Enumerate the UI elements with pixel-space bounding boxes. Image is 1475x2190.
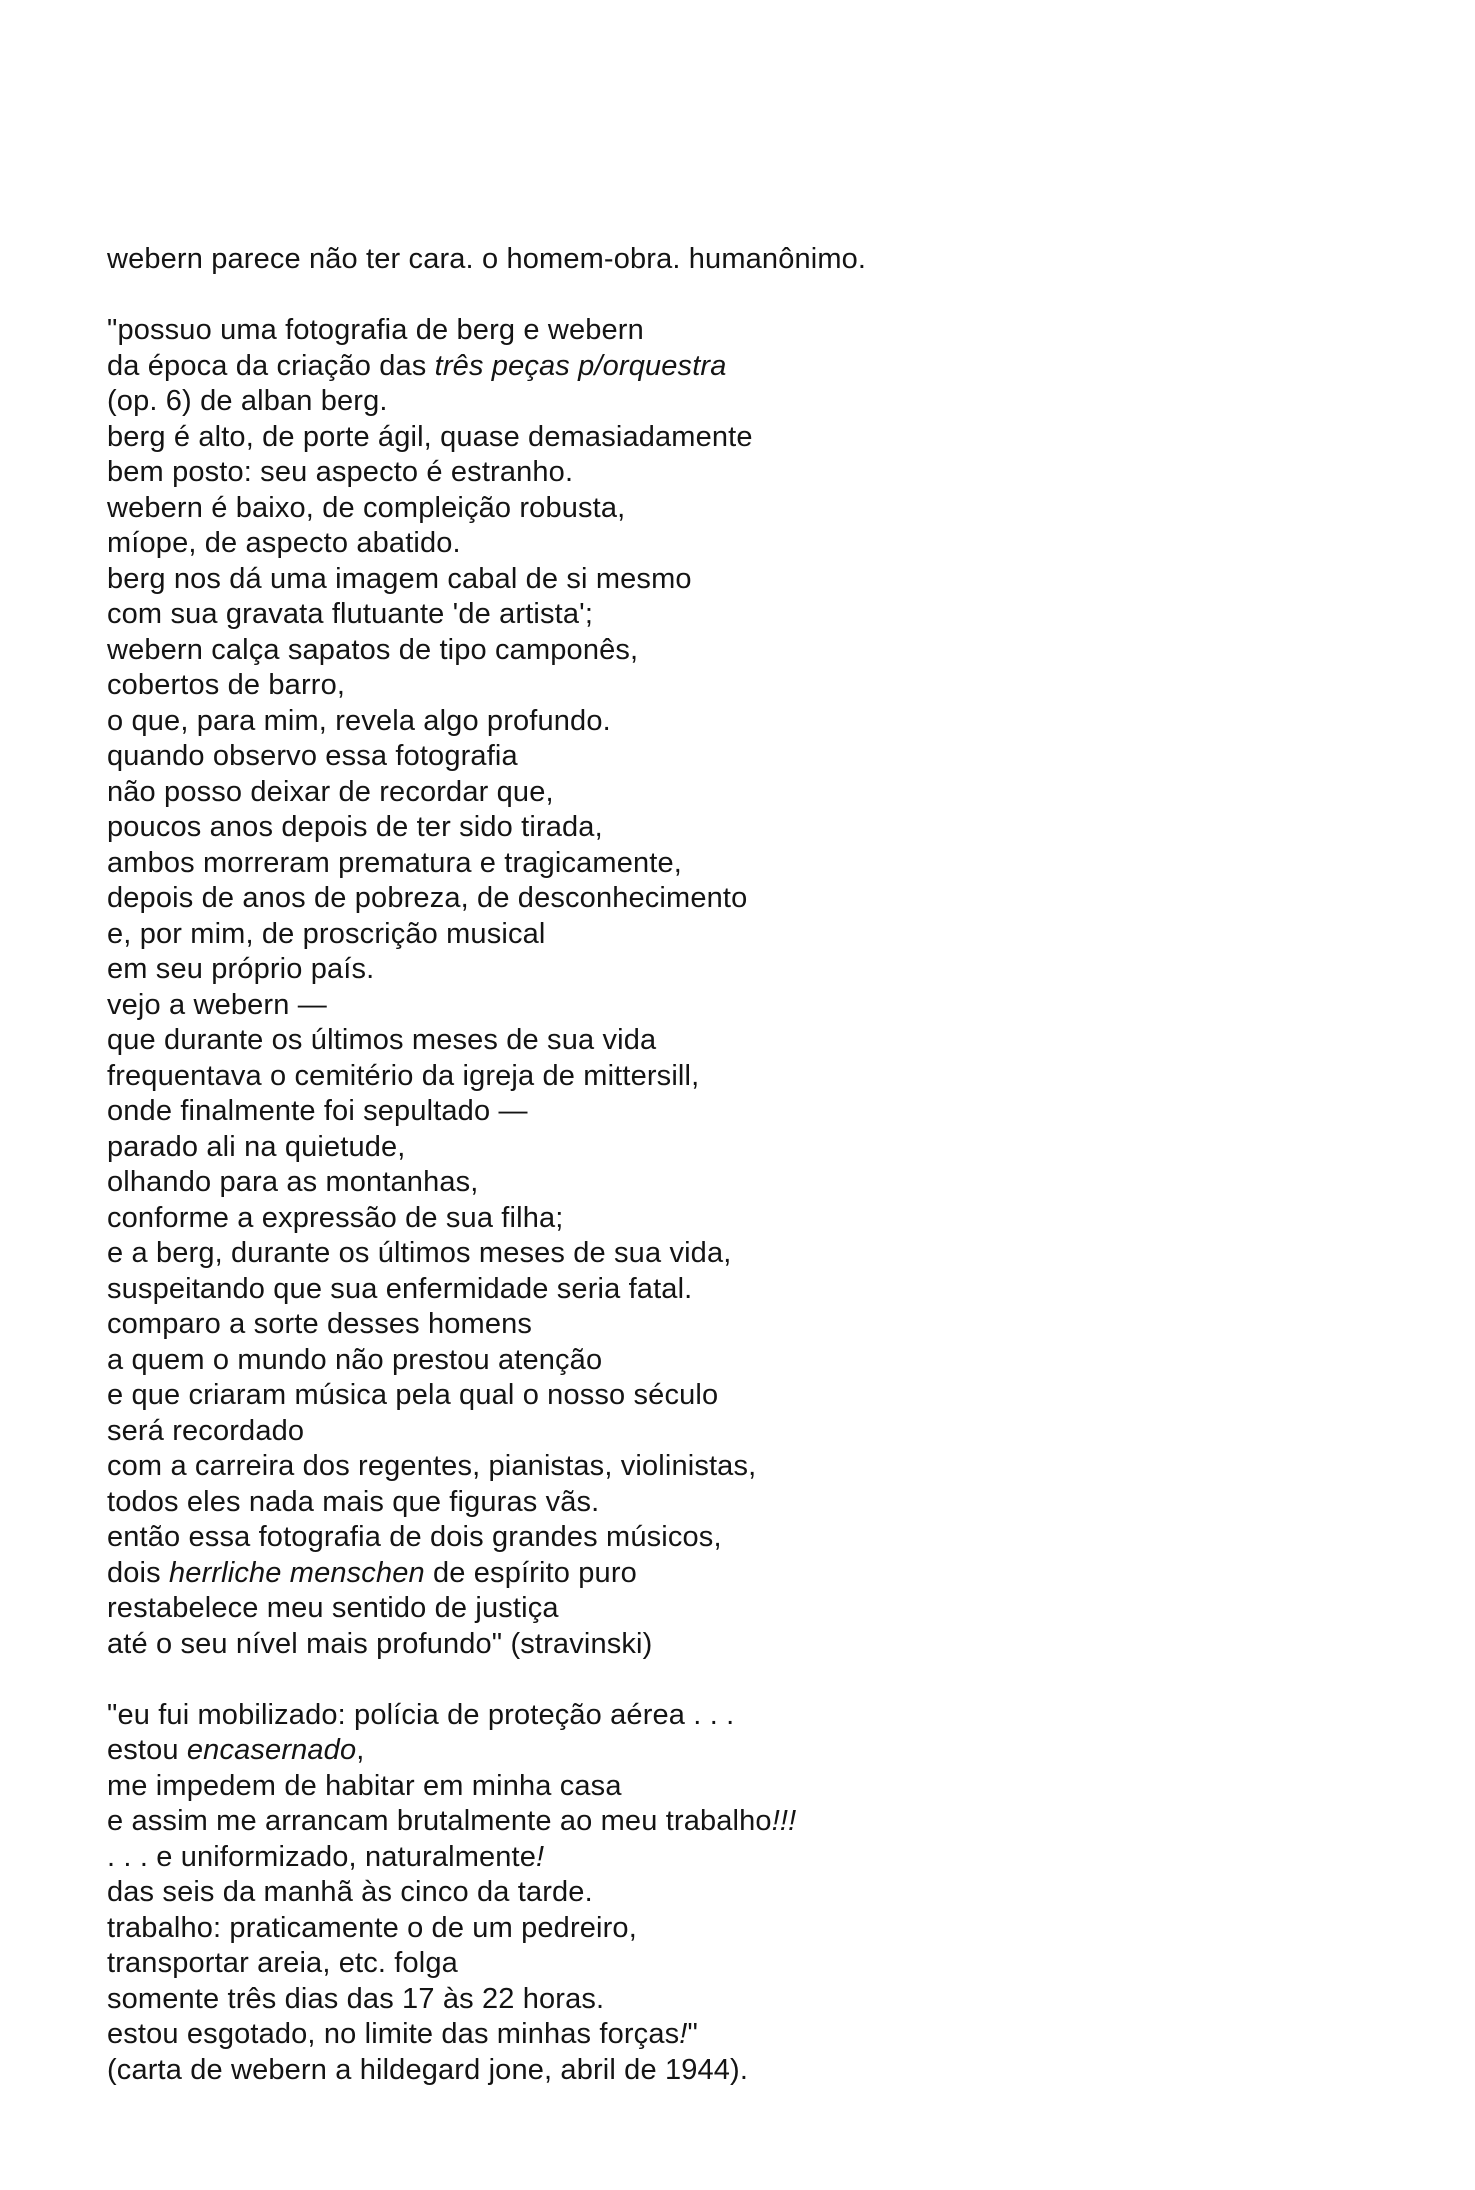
text-line: berg nos dá uma imagem cabal de si mesmo: [107, 562, 692, 595]
text-line: frequentava o cemitério da igreja de mittersill,: [107, 1059, 700, 1092]
italic-text: três peças p/orquestra: [434, 349, 727, 382]
text-line: restabelece meu sentido de justiça: [107, 1592, 559, 1624]
text-line: comparo a sorte desses homens: [107, 1308, 533, 1340]
text-line: depois de anos de pobreza, de desconhecimento: [107, 882, 748, 914]
text-line: será recordado: [107, 1414, 305, 1447]
text-line: (op. 6) de alban berg.: [107, 385, 388, 417]
text-line: não posso deixar de recordar que,: [107, 775, 554, 808]
text-line: (carta de webern a hildegard jone, abril de 1944).: [107, 2053, 749, 2086]
stravinski-quote: [107, 313, 1367, 1662]
text-line: olhando para as montanhas,: [107, 1166, 479, 1198]
intro-line: webern parece não ter cara. o homem-obra. humanônimo.: [107, 243, 867, 275]
text-line: da época da criação das três peças p/orquestra: [107, 349, 727, 382]
text-line: até o seu nível mais profundo" (stravinski): [107, 1627, 653, 1660]
text-line: somente três dias das 17 às 22 horas.: [107, 1982, 605, 2015]
text-line: míope, de aspecto abatido.: [107, 527, 461, 559]
italic-text: herrliche menschen: [169, 1556, 425, 1589]
text-line: "possuo uma fotografia de berg e webern: [107, 314, 644, 346]
text-line: dois herrliche menschen de espírito puro: [107, 1556, 637, 1589]
page-text: [107, 242, 1367, 2088]
text-line: com a carreira dos regentes, pianistas, violinistas,: [107, 1450, 757, 1482]
italic-text: encasernado: [186, 1734, 357, 1766]
text-line: bem posto: seu aspecto é estranho.: [107, 456, 574, 488]
text-line: me impedem de habitar em minha casa: [107, 1769, 622, 1802]
text-line: berg é alto, de porte ágil, quase demasiadamente: [107, 420, 753, 453]
text-line: com sua gravata flutuante 'de artista';: [107, 598, 594, 630]
text-line: . . . e uniformizado, naturalmente!: [107, 1840, 545, 1873]
text-line: em seu próprio país.: [107, 953, 375, 985]
text-line: que durante os últimos meses de sua vida: [107, 1024, 657, 1056]
text-line: webern é baixo, de compleição robusta,: [107, 491, 626, 524]
text-line: e a berg, durante os últimos meses de sua vida,: [107, 1237, 732, 1269]
text-line: estou encasernado,: [107, 1734, 365, 1766]
text-line: ambos morreram prematura e tragicamente,: [107, 846, 682, 879]
text-line: quando observo essa fotografia: [107, 740, 518, 772]
stanza-gap: [107, 1662, 1367, 1698]
italic-text: !: [679, 2018, 688, 2050]
italic-text: !!!: [771, 1805, 797, 1837]
text-line: poucos anos depois de ter sido tirada,: [107, 811, 603, 843]
text-line: e que criaram música pela qual o nosso século: [107, 1379, 719, 1411]
text-line: a quem o mundo não prestou atenção: [107, 1343, 603, 1376]
text-line: e, por mim, de proscrição musical: [107, 917, 546, 950]
text-line: transportar areia, etc. folga: [107, 1947, 458, 1979]
text-line: onde finalmente foi sepultado —: [107, 1095, 528, 1127]
text-line: vejo a webern —: [107, 988, 327, 1021]
italic-text: !: [536, 1840, 545, 1873]
text-line: suspeitando que sua enfermidade seria fatal.: [107, 1272, 693, 1305]
webern-letter: [107, 1698, 1367, 2089]
text-line: então essa fotografia de dois grandes músicos,: [107, 1521, 722, 1553]
text-line: conforme a expressão de sua filha;: [107, 1201, 564, 1234]
text-line: todos eles nada mais que figuras vãs.: [107, 1485, 600, 1518]
text-line: estou esgotado, no limite das minhas forças!": [107, 2018, 698, 2050]
stanza-gap: [107, 278, 1367, 314]
text-line: parado ali na quietude,: [107, 1130, 406, 1163]
text-line: "eu fui mobilizado: polícia de proteção aérea . . .: [107, 1698, 735, 1731]
text-line: o que, para mim, revela algo profundo.: [107, 704, 611, 737]
text-line: trabalho: praticamente o de um pedreiro,: [107, 1911, 637, 1944]
text-line: e assim me arrancam brutalmente ao meu trabalho!!!: [107, 1805, 797, 1837]
text-line: webern calça sapatos de tipo camponês,: [107, 633, 639, 666]
text-line: cobertos de barro,: [107, 669, 346, 701]
text-line: das seis da manhã às cinco da tarde.: [107, 1876, 593, 1908]
